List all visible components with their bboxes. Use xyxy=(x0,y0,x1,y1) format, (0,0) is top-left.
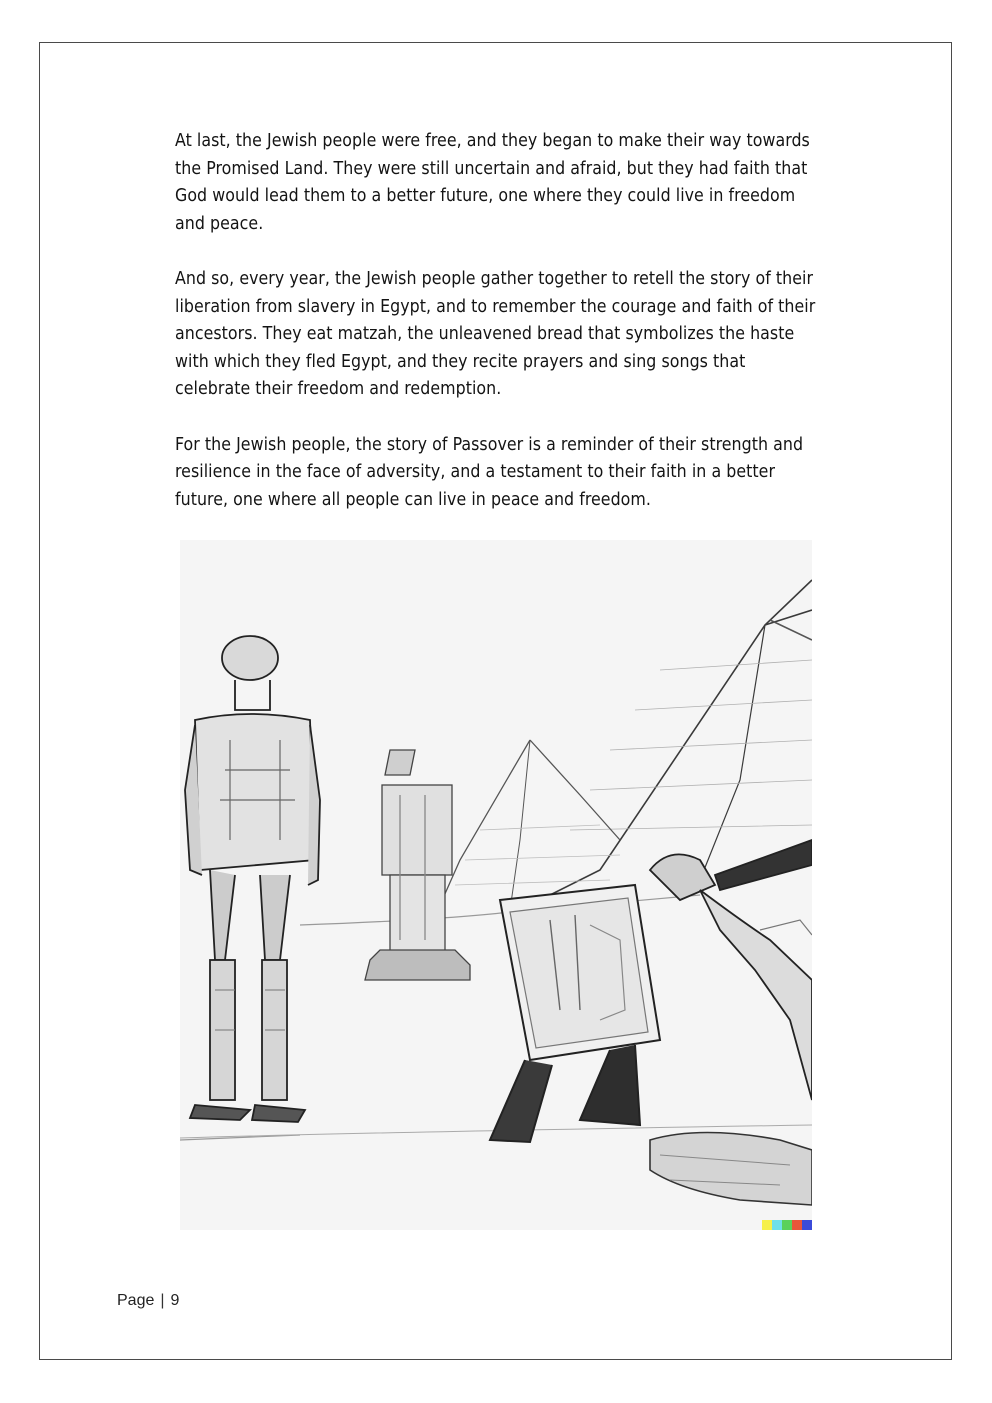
pencil-sketch-drawing xyxy=(180,540,812,1230)
body-text xyxy=(175,128,875,542)
paragraph-line: At last, the Jewish people were free, and they began to make their way towards xyxy=(175,131,810,151)
paragraph-line: For the Jewish people, the story of Passover is a reminder of their strength and xyxy=(175,434,804,455)
sketch-illustration xyxy=(180,540,812,1230)
page-label: Page xyxy=(117,1292,155,1309)
paragraph-line: liberation from slavery in Egypt, and to remember the courage and faith of their xyxy=(175,296,816,317)
paragraph-1 xyxy=(175,128,875,238)
paragraph-3 xyxy=(175,432,875,515)
paragraph-line: celebrate their freedom and redemption. xyxy=(175,379,502,399)
page-footer xyxy=(117,1292,179,1310)
page-number: 9 xyxy=(170,1292,180,1309)
paragraph-line: resilience in the face of adversity, and a testament to their faith in a better xyxy=(175,462,776,482)
page-separator: | xyxy=(160,1292,165,1309)
paragraph-line: and peace. xyxy=(175,213,264,234)
paragraph-line: future, one where all people can live in peace and freedom. xyxy=(175,489,651,510)
paragraph-line: with which they fled Egypt, and they recite prayers and sing songs that xyxy=(175,351,746,372)
paragraph-line: the Promised Land. They were still uncertain and afraid, but they had faith that xyxy=(175,158,808,179)
paragraph-line: God would lead them to a better future, one where they could live in freedom xyxy=(175,186,796,206)
paragraph-line: ancestors. They eat matzah, the unleavened bread that symbolizes the haste xyxy=(175,324,795,344)
paragraph-2 xyxy=(175,266,875,404)
paragraph-line: And so, every year, the Jewish people gather together to retell the story of their xyxy=(175,269,814,289)
color-watermark xyxy=(762,1220,812,1230)
